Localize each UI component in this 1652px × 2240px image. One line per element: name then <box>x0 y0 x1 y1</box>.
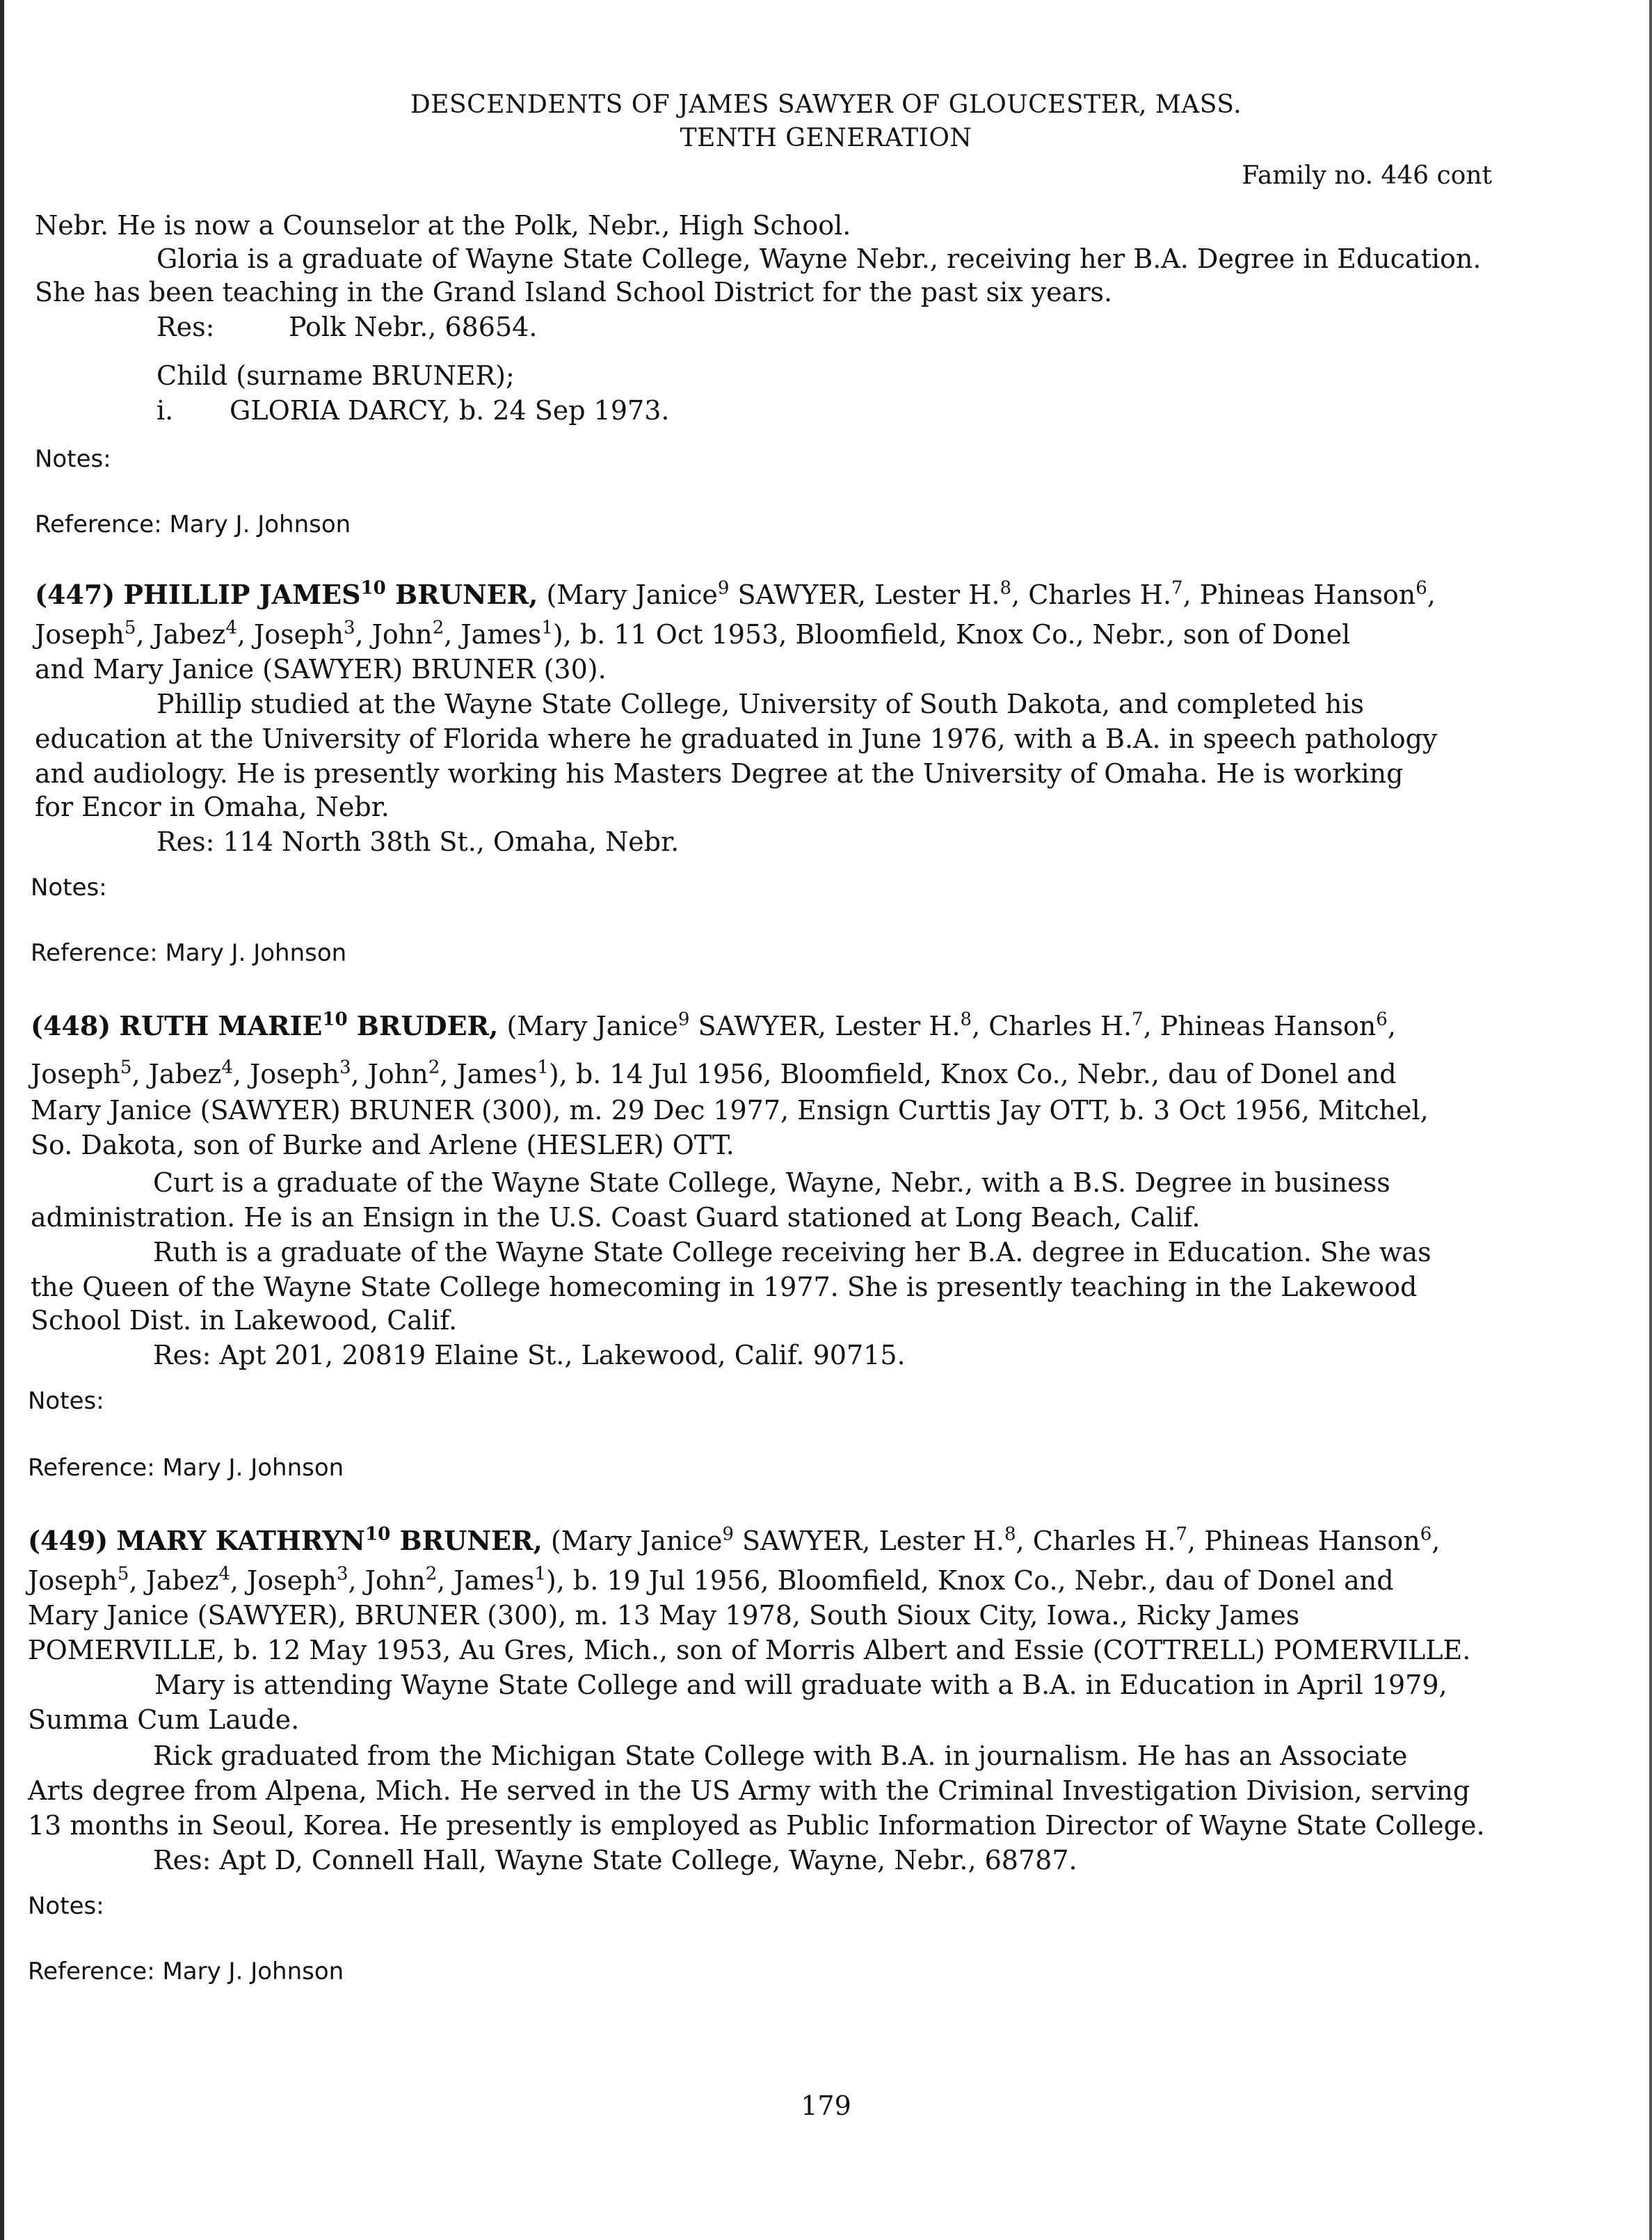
document-title: DESCENDENTS OF JAMES SAWYER OF GLOUCESTER, MASS. <box>410 90 1242 119</box>
entry-449-para-3: Rick graduated from the Michigan State College with B.A. in journalism. He has an Associate <box>153 1741 1408 1771</box>
intro-line-1: Nebr. He is now a Counselor at the Polk, Nebr., High School. <box>35 210 851 241</box>
entry-447-notes: Notes: <box>31 874 107 902</box>
entry-447-para-1: Phillip studied at the Wayne State College, University of South Dakota, and completed his <box>157 689 1364 719</box>
intro-line-3: She has been teaching in the Grand Island School District for the past six years. <box>35 277 1113 307</box>
entry-449-lineage: Joseph$^5$, Jabez$^4$, Joseph$^3$, John$^2$, James$^1$), b. 19 Jul 1956, Bloomfield, Knox Co., Nebr., dau of Donel and <box>28 1563 1394 1596</box>
entry-448-reference: Reference: Mary J. Johnson <box>28 1454 344 1482</box>
entry-447-heading: (447) PHILLIP JAMES$^{10}$ BRUNER, (Mary Janice$^9$ SAWYER, Lester H.$^8$, Charles H.$^7$, Phineas Hanson$^6$, <box>35 577 1436 610</box>
entry-447-para-4: for Encor in Omaha, Nebr. <box>35 792 390 822</box>
intro-line-2: Gloria is a graduate of Wayne State College, Wayne Nebr., receiving her B.A. Degree in Education. <box>157 243 1482 274</box>
entry-number: (448) <box>31 1010 111 1041</box>
generation-title: TENTH GENERATION <box>680 124 972 152</box>
page-edge-shadow-right <box>1649 0 1652 2240</box>
entry-447-para-3: and audiology. He is presently working his Masters Degree at the University of Omaha. He is working <box>35 758 1404 789</box>
intro-res-label: Res: <box>157 312 215 342</box>
entry-449-spouse-parents: POMERVILLE, b. 12 May 1953, Au Gres, Mich., son of Morris Albert and Essie (COTTRELL) POMERVILLE. <box>28 1635 1471 1665</box>
entry-449-heading: (449) MARY KATHRYN$^{10}$ BRUNER, (Mary Janice$^9$ SAWYER, Lester H.$^8$, Charles H.$^7$, Phineas Hanson$^6$, <box>28 1523 1441 1556</box>
child-name: GLORIA DARCY, b. 24 Sep 1973. <box>230 395 670 426</box>
entry-447-residence: Res: 114 North 38th St., Omaha, Nebr. <box>157 826 680 857</box>
entry-448-marriage: Mary Janice (SAWYER) BRUNER (300), m. 29 Dec 1977, Ensign Curttis Jay OTT, b. 3 Oct 1956, Mitchel, <box>31 1095 1429 1126</box>
entry-448-spouse-parents: So. Dakota, son of Burke and Arlene (HESLER) OTT. <box>31 1130 735 1160</box>
entry-449-notes: Notes: <box>28 1892 104 1920</box>
entry-448-para-4: the Queen of the Wayne State College homecoming in 1977. She is presently teaching in the Lakewood <box>31 1272 1418 1302</box>
family-number: Family no. 446 cont <box>1242 161 1492 190</box>
entry-449-para-2: Summa Cum Laude. <box>28 1704 300 1735</box>
entry-name: RUTH MARIE$^{10}$ BRUDER, <box>119 1009 499 1041</box>
entry-449-residence: Res: Apt D, Connell Hall, Wayne State College, Wayne, Nebr., 68787. <box>153 1845 1077 1875</box>
entry-number: (447) <box>35 579 115 610</box>
reference-label: Reference: Mary J. Johnson <box>35 511 351 538</box>
page-number: 179 <box>801 2090 851 2121</box>
entry-449-reference: Reference: Mary J. Johnson <box>28 1958 344 1985</box>
entry-448-para-1: Curt is a graduate of the Wayne State College, Wayne, Nebr., with a B.S. Degree in business <box>153 1167 1390 1198</box>
entry-448-para-5: School Dist. in Lakewood, Calif. <box>31 1305 458 1336</box>
page-edge-shadow-left <box>0 0 4 2240</box>
entry-449-para-5: 13 months in Seoul, Korea. He presently is employed as Public Information Director of Wayne State College. <box>28 1810 1485 1841</box>
entry-449-marriage: Mary Janice (SAWYER), BRUNER (300), m. 13 May 1978, South Sioux City, Iowa., Ricky James <box>28 1600 1300 1631</box>
entry-448-para-3: Ruth is a graduate of the Wayne State College receiving her B.A. degree in Education. She was <box>153 1237 1432 1267</box>
entry-449-para-4: Arts degree from Alpena, Mich. He served in the US Army with the Criminal Investigation Division, serving <box>28 1775 1470 1806</box>
child-number: i. <box>157 395 174 426</box>
entry-448-lineage: Joseph$^5$, Jabez$^4$, Joseph$^3$, John$^2$, James$^1$), b. 14 Jul 1956, Bloomfield, Knox Co., Nebr., dau of Donel and <box>31 1057 1397 1089</box>
entry-449-para-1: Mary is attending Wayne State College and will graduate with a B.A. in Education in April 1979, <box>154 1670 1447 1700</box>
intro-res-value: Polk Nebr., 68654. <box>289 312 538 342</box>
entry-448-residence: Res: Apt 201, 20819 Elaine St., Lakewood, Calif. 90715. <box>153 1340 906 1370</box>
entry-name: PHILLIP JAMES$^{10}$ BRUNER, <box>123 577 538 610</box>
notes-label: Notes: <box>35 445 111 473</box>
entry-447-lineage: Joseph$^5$, Jabez$^4$, Joseph$^3$, John$^2$, James$^1$), b. 11 Oct 1953, Bloomfield, Knox Co., Nebr., son of Donel <box>35 617 1351 650</box>
entry-448-heading: (448) RUTH MARIE$^{10}$ BRUDER, (Mary Janice$^9$ SAWYER, Lester H.$^8$, Charles H.$^7$, Phineas Hanson$^6$, <box>31 1009 1396 1041</box>
entry-447-para-2: education at the University of Florida where he graduated in June 1976, with a B.A. in speech pathology <box>35 723 1438 754</box>
entry-448-notes: Notes: <box>28 1387 104 1415</box>
entry-number: (449) <box>28 1525 109 1556</box>
child-heading: Child (surname BRUNER); <box>157 360 515 391</box>
entry-447-parents: and Mary Janice (SAWYER) BRUNER (30). <box>35 654 607 685</box>
entry-name: MARY KATHRYN$^{10}$ BRUNER, <box>116 1523 543 1556</box>
entry-447-reference: Reference: Mary J. Johnson <box>31 939 347 967</box>
entry-448-para-2: administration. He is an Ensign in the U.S. Coast Guard stationed at Long Beach, Calif. <box>31 1202 1201 1233</box>
